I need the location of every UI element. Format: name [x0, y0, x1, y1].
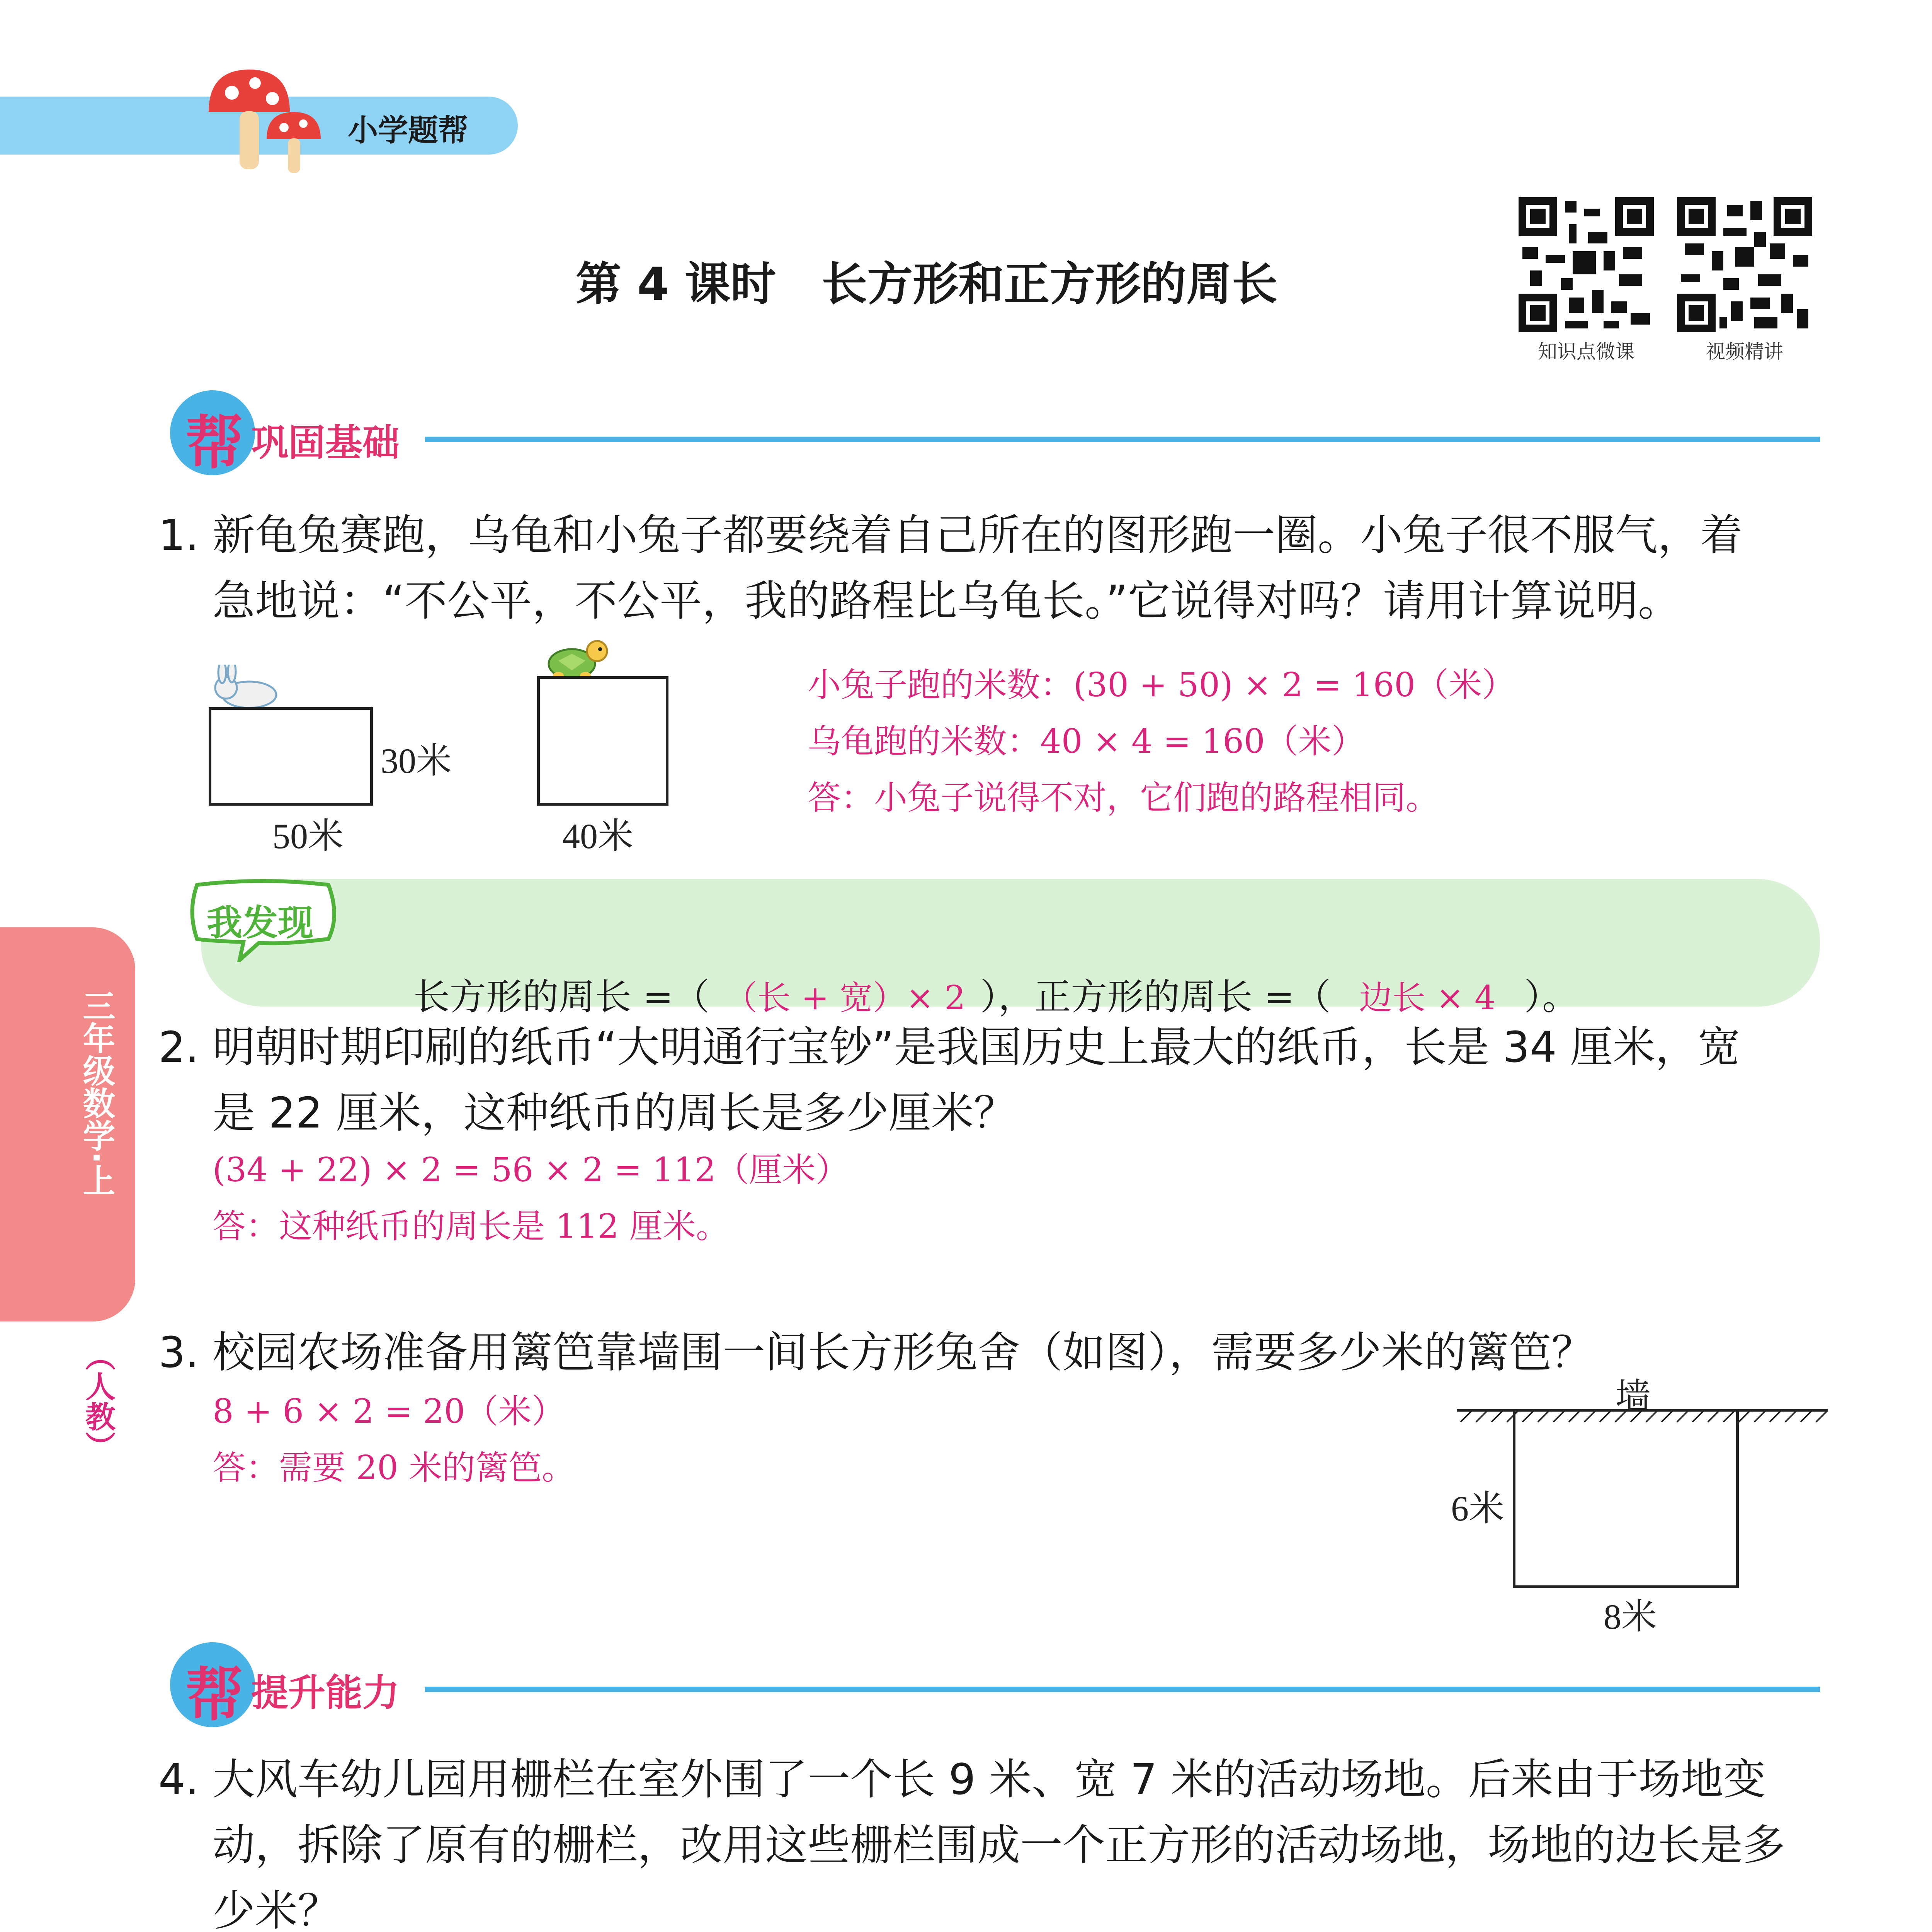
- lesson-title: 第 4 课时 长方形和正方形的周长: [576, 257, 1278, 311]
- question-number: 2.: [158, 1022, 199, 1072]
- question-4: [158, 1747, 1832, 1932]
- qr-code-icon[interactable]: [1677, 197, 1812, 332]
- answer-line: 答：需要 20 米的篱笆。: [213, 1449, 575, 1487]
- pen-side-label: 6米: [1451, 1489, 1505, 1528]
- question-text-line: 少米？: [213, 1886, 340, 1932]
- discovery-text: ），正方形的周长 =（: [980, 976, 1331, 1018]
- answer-line: 乌龟跑的米数：40 × 4 = 160（米）: [808, 722, 1365, 761]
- answer-3: [213, 1383, 1179, 1496]
- qr-label: 视频精讲: [1706, 340, 1783, 363]
- discovery-text: 长方形的周长 =（: [413, 976, 710, 1018]
- discovery-text: ）。: [1524, 976, 1579, 1018]
- discovery-sentence: [390, 925, 1578, 1020]
- section-divider: [425, 1687, 1820, 1692]
- section-divider: [425, 437, 1820, 442]
- pen-bottom-label: 8米: [1604, 1597, 1657, 1636]
- question-text-line: 是 22 厘米，这种纸币的周长是多少厘米？: [213, 1088, 1016, 1138]
- rabbit-rectangle: [209, 707, 373, 806]
- rectangle-width-label: 50米: [272, 816, 344, 856]
- answer-line: 8 + 6 × 2 = 20（米）: [213, 1392, 565, 1431]
- rabbit-icon: [211, 665, 284, 711]
- discovery-fill-rect: （长 + 宽）× 2: [724, 979, 966, 1017]
- question-text-line: 校园农场准备用篱笆靠墙围一间长方形兔舍（如图），需要多少米的篱笆？: [213, 1328, 1594, 1377]
- answer-line: 小兔子跑的米数：(30 + 50) × 2 = 160（米）: [808, 666, 1515, 704]
- question-text-line: 大风车幼儿园用栅栏在室外围了一个长 9 米、宽 7 米的活动场地。后来由于场地变: [213, 1755, 1766, 1804]
- question-3: [158, 1320, 1832, 1385]
- section-title: 提升能力: [251, 1671, 400, 1714]
- turtle-square: [537, 676, 668, 806]
- section-badge: 帮: [185, 410, 244, 477]
- side-tab-edition: （人教）: [80, 1341, 115, 1461]
- question-text-line: 动，拆除了原有的栅栏，改用这些栅栏围成一个正方形的活动场地，场地的边长是多: [213, 1820, 1785, 1870]
- rectangle-height-label: 30米: [381, 741, 452, 781]
- square-side-label: 40米: [562, 816, 634, 856]
- section-title: 巩固基础: [251, 421, 400, 464]
- answer-line: (34 + 22) × 2 = 56 × 2 = 112（厘米）: [213, 1151, 849, 1189]
- qr-code-icon[interactable]: [1519, 197, 1654, 332]
- wall-label: 墙: [1615, 1377, 1651, 1416]
- discovery-badge: [182, 877, 344, 962]
- question-2: [158, 1014, 1832, 1146]
- question-number: 1.: [158, 510, 199, 560]
- rabbit-pen: [1513, 1410, 1739, 1588]
- answer-line: 答：这种纸币的周长是 112 厘米。: [213, 1207, 729, 1246]
- mushroom-icon: [201, 62, 328, 178]
- answer-1: [808, 657, 1774, 826]
- question-number: 4.: [158, 1755, 199, 1804]
- question-1: [158, 502, 1832, 634]
- discovery-fill-square: 边长 × 4: [1359, 979, 1496, 1017]
- side-tab-grade: 三年级数学·上: [78, 989, 116, 1196]
- answer-line: 答：小兔子说得不对，它们跑的路程相同。: [808, 779, 1439, 817]
- question-number: 3.: [158, 1328, 199, 1377]
- discovery-badge-label: 我发现: [207, 902, 314, 944]
- series-title: 小学题帮: [348, 113, 469, 148]
- turtle-icon: [539, 634, 612, 680]
- qr-label: 知识点微课: [1538, 340, 1634, 363]
- question-text-line: 急地说：“不公平，不公平，我的路程比乌龟长。”它说得对吗？请用计算说明。: [213, 576, 1680, 626]
- question-text-line: 新龟兔赛跑，乌龟和小兔子都要绕着自己所在的图形跑一圈。小兔子很不服气，着: [213, 510, 1743, 560]
- question-text-line: 明朝时期印刷的纸币“大明通行宝钞”是我国历史上最大的纸币，长是 34 厘米，宽: [213, 1022, 1740, 1072]
- section-badge: 帮: [185, 1662, 244, 1729]
- answer-2: [213, 1142, 1372, 1255]
